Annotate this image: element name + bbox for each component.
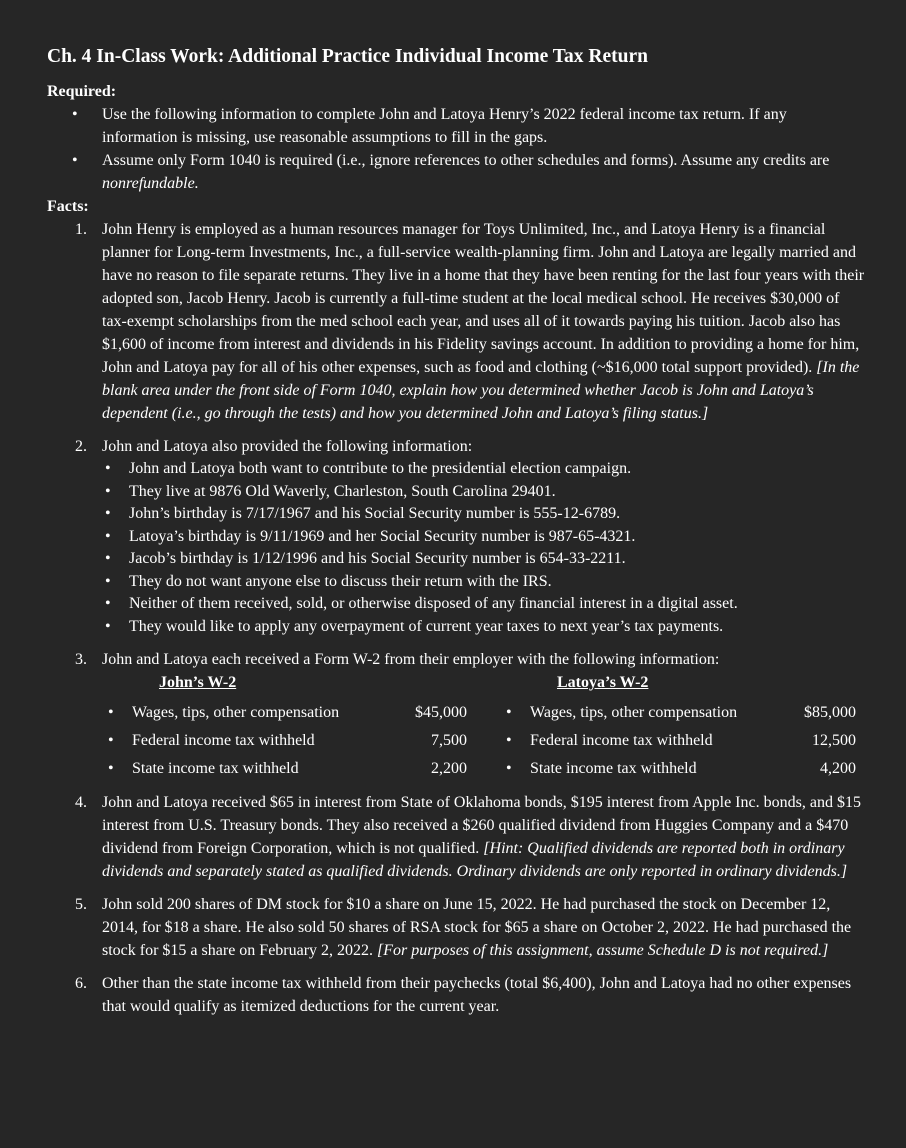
fact-6: 6. Other than the state income tax withheld from their paychecks (total $6,400), John and Latoya had no other expenses that would qualify as itemized deductions for the current year. [75,975,852,1015]
bullet-icon: • [506,704,512,721]
bullet-icon: • [108,704,114,721]
fact-2: 2. John and Latoya also provided the following information: • John and Latoya both want to contribute to the presidential election campaign. • They live at 9876 Old Waverly, Charleston, South Carolina 29401. • John’s birthday is 7/17/1967 and his Social Security number is 555-12-6789. • Latoya’s birthday is 9/11/1969 and her Social Security number is 987-65-4321. • Jacob’s birthday is 1/12/1996 and his Social Security number is 654-33-2211. • They do not want anyone else to discuss their return with the IRS. • Neither of them received, sold, or otherwise disposed of any financial interest in a digital asset. • They would like to apply any overpayment of current year taxes to next year’s tax payments. [47,435,866,638]
list-item: • John’s birthday is 7/17/1967 and his Social Security number is 555-12-6789. [102,503,866,526]
fact-4: 4. John and Latoya received $65 in interest from State of Oklahoma bonds, $195 interest from Apple Inc. bonds, and $15 interest from U.S. Treasury bonds. They also received a $260 qualified dividend from Huggies Company and a $470 dividend from Foreign Corporation, which is not qualified. [Hint: Qualified dividends are reported both in ordinary dividends and separately stated as qualified dividends. Ordinary dividends are only reported in ordinary dividends.] [75,794,861,880]
bullet-icon: • [105,482,111,500]
list-item: • Jacob’s birthday is 1/12/1996 and his Social Security number is 654-33-2211. [102,548,866,571]
bullet-icon: • [105,527,111,545]
facts-list [47,218,866,1018]
bullet-icon: • [108,760,114,777]
w2-table: John’s W-2 Latoya’s W-2 • Wages, tips, other compensation $45,000 • Federal income tax withheld 7,500 • State income tax withheld 2,200 • Wages, tips, other compensation $85,000 • Federal income tax withheld 12,500 • State income tax withheld 4,200 [102,671,866,783]
list-item: • John and Latoya both want to contribute to the presidential election campaign. [102,458,866,481]
page-title: Ch. 4 In-Class Work: Additional Practice Individual Income Tax Return [47,46,648,67]
list-item: • They would like to apply any overpayment of current year taxes to next year’s tax payments. [102,616,866,639]
list-item: • Assume only Form 1040 is required (i.e., ignore references to other schedules and forms). Assume any credits are nonrefundable. [47,149,866,195]
facts-label: Facts: [47,198,89,215]
bullet-icon: • [108,732,114,749]
fact-1: 1. John Henry is employed as a human resources manager for Toys Unlimited, Inc., and Latoya Henry is a financial planner for Long-term Investments, Inc., a full-service wealth-planning firm. John and Latoya are legally married and have no reason to file separate returns. They live in a home that they have been renting for the last four years with their adopted son, Jacob Henry. Jacob is currently a full-time student at the local medical school. He receives $30,000 of tax-exempt scholarships from the med school each year, and uses all of it towards paying his tuition. Jacob also has $1,600 of income from interest and dividends in his Fidelity savings account. In addition to providing a home for him, John and Latoya pay for all of his other expenses, such as food and clothing (~$16,000 total support provided). [In the blank area under the front side of Form 1040, explain how you determined whether Jacob is John and Latoya’s dependent (i.e., go through the tests) and how you determined John and Latoya’s filing status.] [75,221,865,422]
bullet-icon: • [105,505,111,522]
bullet-icon: • [105,617,111,635]
bullet-icon: • [105,572,111,590]
bullet-icon: • [72,152,78,169]
list-item: • Neither of them received, sold, or otherwise disposed of any financial interest in a digital asset. [102,593,866,616]
bullet-icon: • [506,732,512,749]
fact-5: 5. John sold 200 shares of DM stock for $10 a share on June 15, 2022. He had purchased the stock on December 12, 2014, for $18 a share. He also sold 50 shares of RSA stock for $65 a share on October 2, 2022. He had purchased the stock for $15 a share on February 2, 2022. [For purposes of this assignment, assume Schedule D is not required.] [75,896,852,959]
fact-3: 3. John and Latoya each received a Form W-2 from their employer with the following information: John’s W-2 Latoya’s W-2 • Wages, tips, other compensation $45,000 • Federal income tax withheld 7,500 • State income tax withheld 2,200 • Wages, tips, other compensation $85,000 • Federal income tax withheld 12,500 • State income tax withheld 4,200 [47,648,866,783]
latoya-w2-heading: Latoya’s W-2 [557,674,649,691]
contact-info-list [102,458,866,638]
bullet-icon: • [105,460,111,477]
required-label: Required: [47,83,117,100]
list-item: • Latoya’s birthday is 9/11/1969 and her Social Security number is 987-65-4321. [102,526,866,549]
required-list [47,103,866,195]
bullet-icon: • [506,760,512,777]
bullet-icon: • [105,595,111,612]
bullet-icon: • [72,106,78,123]
list-item: • Use the following information to complete John and Latoya Henry’s 2022 federal income tax return. If any information is missing, use reasonable assumptions to fill in the gaps. [47,103,866,149]
list-item: • They live at 9876 Old Waverly, Charleston, South Carolina 29401. [102,481,866,504]
list-item: • They do not want anyone else to discuss their return with the IRS. [102,571,866,594]
bullet-icon: • [105,550,111,567]
john-w2-heading: John’s W-2 [159,674,237,691]
